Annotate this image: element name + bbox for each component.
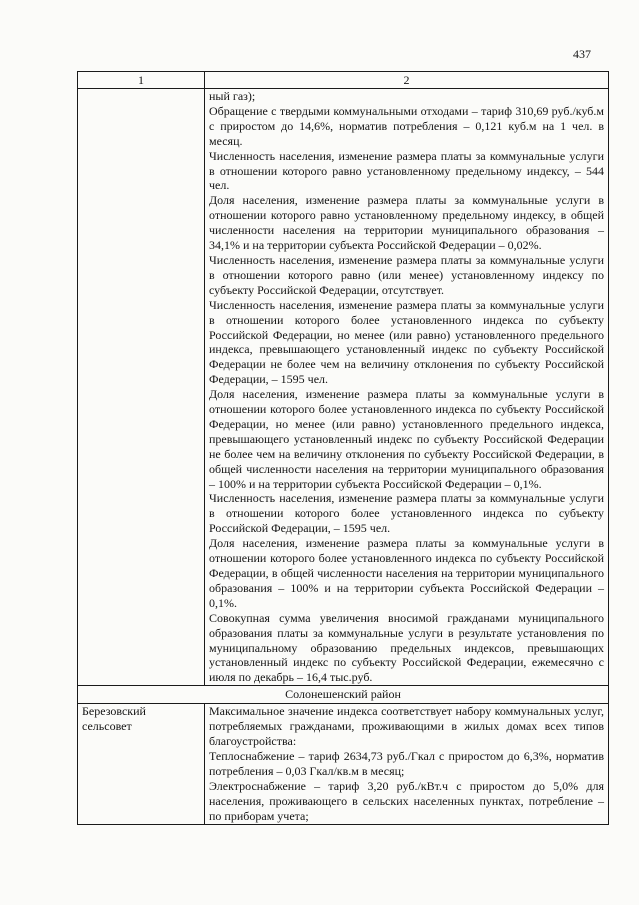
paragraph: Доля населения, изменение размера платы за коммунальные услуги в отношении которого более установленного индекса по субъекту Российской Федерации, но менее (или равно) установленного предельного индекса, превышающего установленный индекс по субъекту Российской Федерации не более чем на величину отклонения по субъекту Российской Федерации, в общей численности населения на территории муниципального образования – 100% и на территории субъекта Российской Федерации – 0,1%.	[209, 387, 604, 491]
settlement-text-cell	[205, 704, 609, 824]
document-table	[77, 71, 609, 825]
paragraph: Численность населения, изменение размера платы за коммунальные услуги в отношении которого более установленного индекса по субъекту Российской Федерации, но менее (или равно) установленного предельного индекса, превышающего установленный индекс по субъекту Российской Федерации не более чем на величину отклонения по субъекту Российской Федерации, – 1595 чел.	[209, 297, 604, 387]
continuation-text-cell	[205, 89, 609, 686]
settlement-name-line: Березовский	[82, 704, 146, 719]
paragraph: Численность населения, изменение размера платы за коммунальные услуги в отношении которого равно (или менее) установленному индексу по субъекту Российской Федерации, отсутствует.	[209, 252, 604, 297]
paragraph: Теплоснабжение – тариф 2634,73 руб./Гкал с приростом до 6,3%, норматив потребления – 0,03 Гкал/кв.м в месяц;	[209, 748, 604, 778]
paragraph: ный газ);	[209, 89, 256, 103]
paragraph: Численность населения, изменение размера платы за коммунальные услуги в отношении которого более установленного индекса по субъекту Российской Федерации, – 1595 чел.	[209, 491, 604, 536]
column-header-1: 1	[78, 72, 205, 89]
table-header-row	[78, 72, 609, 89]
region-row	[78, 686, 609, 704]
region-title: Солонешенский район	[78, 686, 609, 704]
page-number: 437	[573, 47, 591, 61]
column-header-2: 2	[205, 72, 609, 89]
settlement-name-cell	[78, 704, 205, 824]
paragraph: Доля населения, изменение размера платы за коммунальные услуги в отношении которого более установленного индекса по субъекту Российской Федерации, в общей численности населения на территории муниципального образования – 100% и на территории субъекта Российской Федерации – 0,1%.	[209, 536, 604, 610]
paragraph: Обращение с твердыми коммунальными отходами – тариф 310,69 руб./куб.м с приростом до 14,6%, норматив потребления – 0,121 куб.м на 1 чел. в месяц.	[209, 103, 604, 148]
paragraph: Максимальное значение индекса соответствует набору коммунальных услуг, потребляемых гражданами, проживающими в жилых домах всех типов благоустройства:	[209, 704, 604, 749]
empty-name-cell	[78, 89, 205, 686]
paragraph: Численность населения, изменение размера платы за коммунальные услуги в отношении которого равно установленному предельному индексу, – 544 чел.	[209, 148, 604, 193]
paragraph: Доля населения, изменение размера платы за коммунальные услуги в отношении которого равно установленному предельному индексу, в общей численности населения на территории муниципального образования – 34,1% и на территории субъекта Российской Федерации – 0,02%.	[209, 193, 604, 253]
settlement-row	[78, 704, 609, 824]
continuation-row	[78, 89, 609, 686]
settlement-name-line: сельсовет	[82, 719, 132, 734]
paragraph: Совокупная сумма увеличения вносимой гражданами муниципального образования платы за коммунальные услуги в результате установления по муниципальному образованию предельных индексов, превышающих установленный индекс по субъекту Российской Федерации, ежемесячно с июля по декабрь – 16,4 тыс.руб.	[209, 610, 604, 685]
paragraph: Электроснабжение – тариф 3,20 руб./кВт.ч с приростом до 5,0% для населения, проживающего в сельских населенных пунктах, потребление – по приборам учета;	[209, 778, 604, 823]
